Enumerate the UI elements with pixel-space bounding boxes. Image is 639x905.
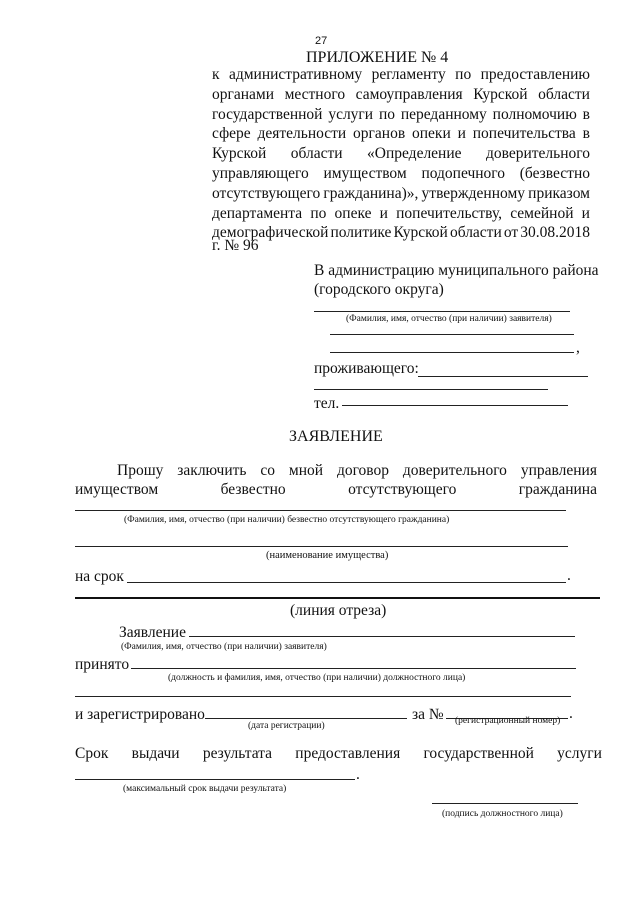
word: и xyxy=(581,204,590,222)
missing-person-field[interactable] xyxy=(75,510,566,511)
property-field[interactable] xyxy=(75,546,568,547)
word: отсутствующего xyxy=(212,184,321,202)
statement-line-2 xyxy=(75,481,597,499)
word: государственной xyxy=(423,745,534,762)
phone-field[interactable] xyxy=(342,405,568,406)
word: Курской xyxy=(473,85,528,103)
word: гражданина)», xyxy=(323,184,419,202)
applicant-name-field-3[interactable] xyxy=(330,352,574,353)
receipt-applicant-field[interactable] xyxy=(189,636,575,637)
word: результата xyxy=(202,745,273,762)
word: управляющего xyxy=(212,165,309,182)
word: 30.08.2018 xyxy=(520,224,590,242)
word: области xyxy=(290,145,343,163)
word: приказом xyxy=(528,184,590,202)
word: управления xyxy=(520,462,597,479)
appendix-line xyxy=(212,125,590,143)
result-term-line xyxy=(75,745,602,763)
applicant-name-hint: (Фамилия, имя, отчество (при наличии) заявителя) xyxy=(346,314,552,324)
word: и xyxy=(379,204,388,222)
word: и xyxy=(457,125,466,143)
word: опеке xyxy=(334,204,372,222)
word: государственной xyxy=(212,105,323,123)
word: договор xyxy=(336,462,390,479)
word: Курской xyxy=(212,145,267,163)
word: в xyxy=(582,105,590,123)
word: области xyxy=(449,224,502,242)
word: со xyxy=(260,462,276,479)
addressee-line-2: (городского округа) xyxy=(314,281,444,298)
registration-date-hint: (дата регистрации) xyxy=(248,721,325,731)
word: доверительного xyxy=(402,462,507,479)
word: имуществом xyxy=(323,165,407,182)
word: Курской xyxy=(393,224,448,242)
signature-field[interactable] xyxy=(432,803,578,804)
word: выдачи xyxy=(131,745,180,762)
appendix-line xyxy=(212,86,590,104)
word: мной xyxy=(288,462,324,479)
word: сфере xyxy=(212,125,251,143)
word: услуги xyxy=(328,105,374,123)
cut-line-label: (линия отреза) xyxy=(290,602,387,619)
property-hint: (наименование имущества) xyxy=(266,550,389,561)
word: политике xyxy=(330,224,392,242)
word: предоставлению xyxy=(480,66,590,83)
word: имуществом xyxy=(75,481,159,498)
receipt-statement-label: Заявление xyxy=(119,624,186,641)
statement-line-1 xyxy=(117,462,597,480)
period: . xyxy=(567,567,571,584)
word: органами xyxy=(212,85,275,103)
missing-person-hint: (Фамилия, имя, отчество (при наличии) безвестно отсутствующего гражданина) xyxy=(124,515,450,525)
word: безвестно xyxy=(220,481,286,498)
appendix-line xyxy=(212,165,590,183)
term-label: на срок xyxy=(75,568,124,585)
appendix-line xyxy=(212,106,590,124)
word: утвержденному xyxy=(421,184,526,202)
word: области xyxy=(538,85,590,103)
word: по xyxy=(378,105,395,123)
applicant-name-field-2[interactable] xyxy=(330,334,574,335)
period-3: . xyxy=(356,766,360,783)
word: демографической xyxy=(212,224,329,242)
word: отсутствующего xyxy=(348,481,457,498)
word: попечительства xyxy=(472,125,576,143)
word: (безвестно xyxy=(519,165,590,182)
word: попечительству, xyxy=(396,204,503,222)
cut-line xyxy=(75,597,600,599)
address-field-2[interactable] xyxy=(314,389,548,390)
word: переданному xyxy=(400,105,487,123)
receipt-applicant-hint: (Фамилия, имя, отчество (при наличии) заявителя) xyxy=(121,642,327,652)
comma: , xyxy=(576,339,580,356)
period-2: . xyxy=(569,705,573,722)
word: местного xyxy=(284,85,346,103)
word: органов xyxy=(353,125,406,143)
number-label: за № xyxy=(412,706,444,723)
result-term-field[interactable] xyxy=(75,779,355,780)
official-field-2[interactable] xyxy=(75,696,571,697)
word: предоставления xyxy=(295,745,401,762)
word: опеки xyxy=(412,125,451,143)
word: доверительного xyxy=(485,145,590,163)
result-term-hint: (максимальный срок выдачи результата) xyxy=(123,784,287,794)
word: в xyxy=(582,125,590,143)
residing-label: проживающего: xyxy=(314,360,419,377)
official-hint: (должность и фамилия, имя, отчество (при наличии) должностного лица) xyxy=(168,673,466,683)
word: Прошу xyxy=(117,462,164,479)
appendix-line xyxy=(212,185,590,203)
statement-title: ЗАЯВЛЕНИЕ xyxy=(289,428,383,445)
word: деятельности xyxy=(257,125,347,143)
registration-date-field[interactable] xyxy=(205,718,407,719)
word: регламенту xyxy=(371,66,446,83)
word: самоуправления xyxy=(355,85,463,103)
word: подопечного xyxy=(421,165,506,182)
accepted-label: принято xyxy=(75,656,130,673)
word: по xyxy=(455,66,472,83)
appendix-line xyxy=(212,205,590,223)
word: департамента xyxy=(212,204,303,222)
word: к xyxy=(212,66,220,83)
word: административному xyxy=(228,66,363,83)
word: по xyxy=(310,204,327,222)
page-number: 27 xyxy=(315,35,328,47)
word: услуги xyxy=(557,745,602,762)
appendix-line xyxy=(212,224,590,242)
registered-label: и зарегистрировано xyxy=(75,706,205,723)
registration-number-hint: (регистрационный номер) xyxy=(455,716,561,726)
signature-hint: (подпись должностного лица) xyxy=(442,809,563,819)
address-field[interactable] xyxy=(418,376,588,377)
word: семейной xyxy=(510,204,574,222)
addressee-line-1: В администрацию муниципального района xyxy=(314,262,599,279)
word: «Определение xyxy=(367,145,462,163)
word: Срок xyxy=(75,745,109,762)
applicant-name-field[interactable] xyxy=(314,311,570,312)
word: полномочию xyxy=(492,105,577,123)
phone-label: тел. xyxy=(314,395,340,412)
appendix-line xyxy=(212,145,590,163)
word: заключить xyxy=(177,462,247,479)
term-field[interactable] xyxy=(127,582,566,583)
appendix-line xyxy=(212,66,590,84)
appendix-last-line: г. № 96 xyxy=(212,237,259,254)
official-field[interactable] xyxy=(131,668,576,669)
word: гражданина xyxy=(518,481,597,498)
word: от xyxy=(503,224,519,242)
appendix-title: ПРИЛОЖЕНИЕ № 4 xyxy=(306,49,449,66)
